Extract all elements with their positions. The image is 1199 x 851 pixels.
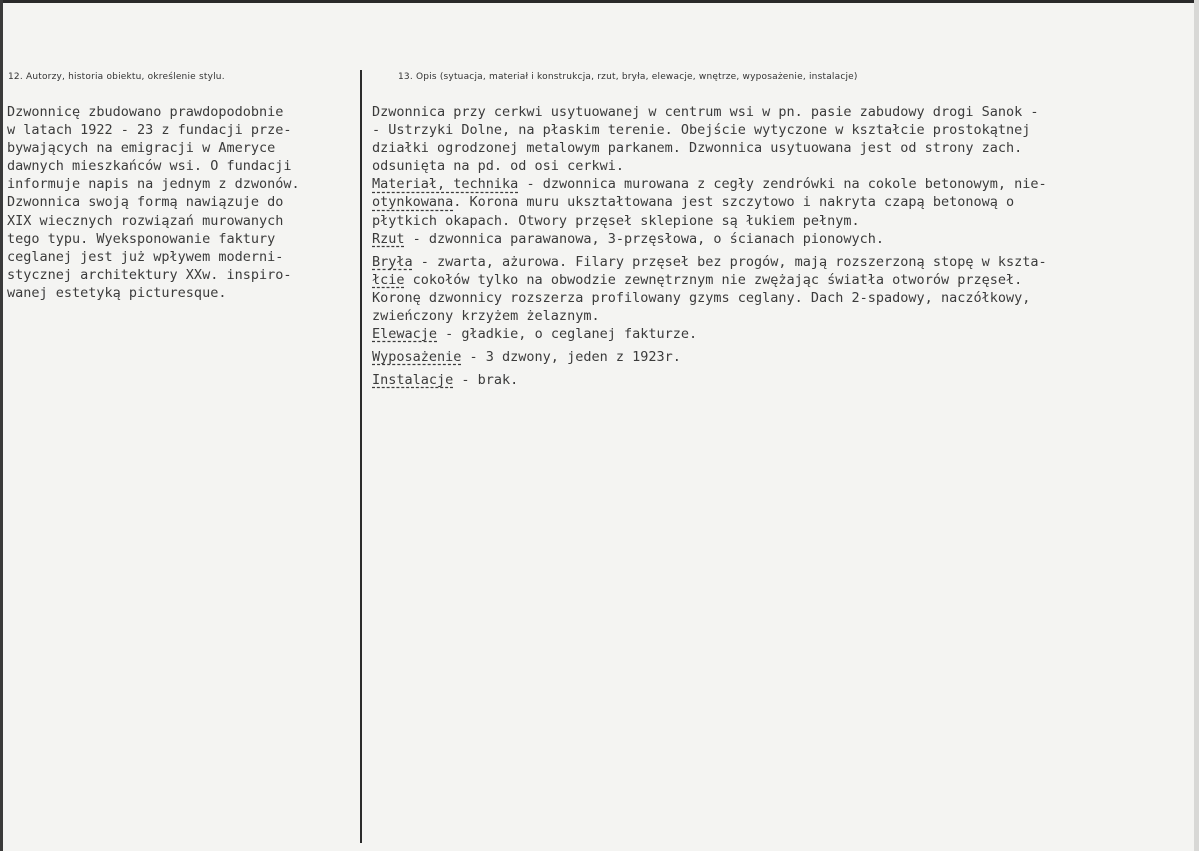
section-13-heading: 13. Opis (sytuacja, materiał i konstrukcja, rzut, bryła, elewacje, wnętrze, wyposażenie, instalacje) [398, 72, 858, 82]
text-line: Dzwonnica przy cerkwi usytuowanej w centrum wsi w pn. pasie zabudowy drogi Sanok - [372, 104, 1039, 120]
text-line: informuje napis na jednym z dzwonów. [7, 176, 300, 193]
wyposazenie-label: Wyposażenie [372, 349, 462, 366]
material-text: . Korona muru ukształtowana jest szczytowo i nakryta czapą betonową o [453, 194, 1015, 211]
text-line: XIX wiecznych rozwiązań murowanych [7, 212, 284, 229]
bryla-text: - zwarta, ażurowa. Filary przęseł bez progów, mają rozszerzoną stopę w kszta- [412, 253, 1047, 270]
material-line [372, 193, 1192, 211]
elewacje-line [372, 325, 1192, 343]
text-line: Dzwonnicę zbudowano prawdopodobnie [7, 104, 284, 120]
column-separator [360, 70, 362, 843]
elewacje-label: Elewacje [372, 326, 438, 343]
bryla-line [372, 253, 1192, 271]
material-label: Materiał, technika [372, 176, 519, 193]
material-text: - dzwonnica murowana z cegły zendrówki na cokole betonowym, nie- [518, 176, 1047, 193]
wyposazenie-text: - 3 dzwony, jeden z 1923r. [461, 349, 681, 366]
section-12-heading: 12. Autorzy, historia obiektu, określenie stylu. [8, 72, 225, 82]
top-border [0, 0, 1199, 3]
history-text [7, 103, 357, 302]
description-text [372, 103, 1192, 389]
wyposazenie-line [372, 348, 1192, 366]
bryla-underlined-word: łcie [372, 271, 405, 288]
instalacje-text: - brak. [453, 372, 519, 389]
instalacje-line [372, 371, 1192, 389]
text-line: - Ustrzyki Dolne, na płaskim terenie. Obejście wytyczone w kształcie prostokątnej [372, 122, 1031, 139]
instalacje-label: Instalacje [372, 372, 454, 389]
text-line: odsunięta na pd. od osi cerkwi. [372, 158, 624, 175]
bryla-line [372, 271, 1192, 289]
material-line: płytkich okapach. Otwory przęseł sklepione są łukiem pełnym. [372, 212, 860, 229]
text-line: działki ogrodzonej metalowym parkanem. Dzwonnica usytuowana jest od strony zach. [372, 140, 1023, 157]
text-line: dawnych mieszkańców wsi. O fundacji [7, 158, 292, 175]
material-underlined-word: otynkowana [372, 194, 454, 211]
material-line [372, 175, 1192, 193]
text-line: stycznej architektury XXw. inspiro- [7, 266, 292, 283]
bryla-line: zwieńczony krzyżem żelaznym. [372, 308, 600, 325]
rzut-label: Rzut [372, 230, 405, 247]
text-line: bywających na emigracji w Ameryce [7, 140, 276, 157]
rzut-text: - dzwonnica parawanowa, 3-przęsłowa, o ścianach pionowych. [404, 230, 885, 247]
text-line: tego typu. Wyeksponowanie faktury [7, 230, 276, 247]
rzut-line [372, 230, 1192, 248]
right-border [1194, 0, 1199, 851]
text-line: ceglanej jest już wpływem moderni- [7, 248, 284, 265]
left-border [0, 0, 3, 851]
bryla-text: cokołów tylko na obwodzie zewnętrznym nie zwężając światła otworów przęseł. [404, 271, 1023, 288]
bryla-label: Bryła [372, 253, 413, 270]
text-line: wanej estetyką picturesque. [7, 284, 227, 301]
elewacje-text: - gładkie, o ceglanej fakturze. [437, 326, 698, 343]
text-line: Dzwonnica swoją formą nawiązuje do [7, 194, 284, 211]
text-line: w latach 1922 - 23 z fundacji prze- [7, 122, 292, 139]
bryla-line: Koronę dzwonnicy rozszerza profilowany gzyms ceglany. Dach 2-spadowy, naczółkowy, [372, 289, 1031, 306]
